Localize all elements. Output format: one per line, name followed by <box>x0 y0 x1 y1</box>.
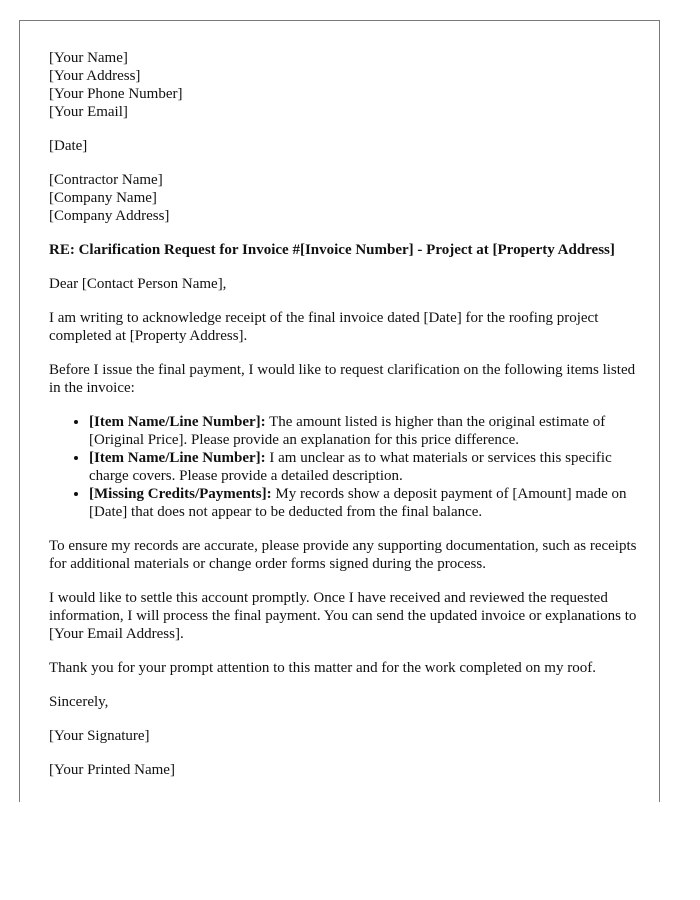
paragraph-intro: I am writing to acknowledge receipt of the final invoice dated [Date] for the roofing project completed at [Property Address]. <box>49 310 599 344</box>
list-item <box>89 449 639 485</box>
letter-date: [Date] <box>49 138 88 154</box>
recipient-block <box>49 171 639 225</box>
sender-phone: [Your Phone Number] <box>49 86 183 102</box>
letter-page <box>19 20 660 802</box>
list-item-text: My records show a deposit payment of [Amount] made on [Date] that does not appear to be deducted from the final balance. <box>89 486 627 520</box>
list-item <box>89 413 639 449</box>
closing-signature: [Your Signature] <box>49 728 150 744</box>
recipient-company-name: [Company Name] <box>49 190 157 206</box>
sender-name: [Your Name] <box>49 50 128 66</box>
closing-signoff: Sincerely, <box>49 694 109 710</box>
sender-block <box>49 49 639 121</box>
closing-printed-name: [Your Printed Name] <box>49 762 175 778</box>
sender-email: [Your Email] <box>49 104 128 120</box>
paragraph-request: Before I issue the final payment, I would like to request clarification on the following items listed in the invoice: <box>49 362 636 396</box>
sender-address: [Your Address] <box>49 68 141 84</box>
paragraph-thanks: Thank you for your prompt attention to this matter and for the work completed on my roof. <box>49 660 596 676</box>
letter-body <box>49 49 639 795</box>
recipient-company-address: [Company Address] <box>49 208 170 224</box>
recipient-contractor-name: [Contractor Name] <box>49 172 163 188</box>
list-item-text: The amount listed is higher than the original estimate of [Original Price]. Please provide an explanation for this price difference. <box>89 414 606 448</box>
salutation: Dear [Contact Person Name], <box>49 276 227 292</box>
list-item-text: I am unclear as to what materials or services this specific charge covers. Please provide a detailed description. <box>89 450 612 484</box>
invoice-items-list <box>49 413 639 521</box>
list-item-title: [Item Name/Line Number]: <box>89 450 266 466</box>
subject-line: RE: Clarification Request for Invoice #[Invoice Number] - Project at [Property Address] <box>49 242 615 258</box>
paragraph-documentation: To ensure my records are accurate, please provide any supporting documentation, such as receipts for additional materials or change order forms signed during the process. <box>49 538 637 572</box>
list-item-title: [Missing Credits/Payments]: <box>89 486 272 502</box>
list-item <box>89 485 639 521</box>
list-item-title: [Item Name/Line Number]: <box>89 414 266 430</box>
paragraph-settle: I would like to settle this account promptly. Once I have received and reviewed the requested information, I will process the final payment. You can send the updated invoice or explanations to [Your Email Address]. <box>49 590 637 642</box>
